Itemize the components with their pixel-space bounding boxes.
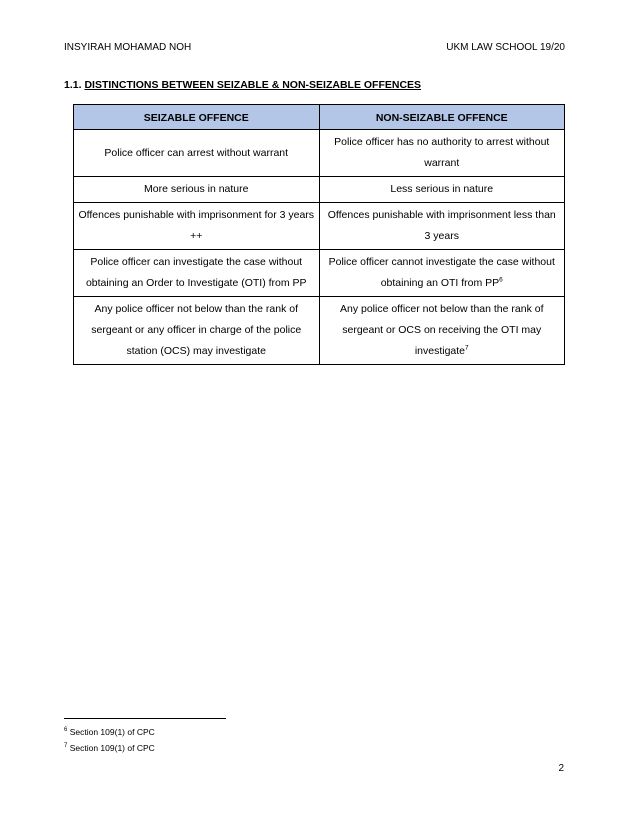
seizable-cell: Police officer can investigate the case without obtaining an Order to Investigate (OTI) from PP [74, 250, 320, 297]
table-row [74, 297, 565, 365]
seizable-cell: Offences punishable with imprisonment for 3 years ++ [74, 203, 320, 250]
non-seizable-cell: Offences punishable with imprisonment less than 3 years [319, 203, 565, 250]
footnote-ref[interactable]: 7 [465, 344, 469, 352]
table-row [74, 203, 565, 250]
comparison-table [73, 104, 565, 365]
table-row [74, 177, 565, 203]
non-seizable-cell: Any police officer not below than the rank of sergeant or OCS on receiving the OTI may investigate$^7$ [319, 297, 565, 365]
non-seizable-cell: Less serious in nature [319, 177, 565, 203]
seizable-cell: Police officer can arrest without warrant [74, 130, 320, 177]
seizable-cell: Any police officer not below than the rank of sergeant or any officer in charge of the police station (OCS) may investigate [74, 297, 320, 365]
footnote-text: Section 109(1) of CPC [69, 727, 155, 737]
footnote-text: Section 109(1) of CPC [69, 743, 155, 753]
non-seizable-cell: Police officer cannot investigate the case without obtaining an OTI from $PP^6$ [319, 250, 565, 297]
footnote [64, 743, 155, 753]
footnote-ref[interactable]: 6 [499, 276, 503, 284]
header-seizable: SEIZABLE OFFENCE [74, 105, 320, 130]
table-row [74, 130, 565, 177]
seizable-cell: More serious in nature [74, 177, 320, 203]
footnote-mark: 7 [64, 743, 68, 750]
section-title [64, 79, 421, 91]
section-heading: DISTINCTIONS BETWEEN SEIZABLE & NON-SEIZABLE OFFENCES [84, 79, 422, 91]
page-number: 2 [558, 763, 564, 774]
section-number: 1.1. [64, 79, 82, 91]
footnote-separator [64, 718, 226, 719]
non-seizable-cell: Police officer has no authority to arrest without warrant [319, 130, 565, 177]
footnote-mark: 6 [64, 727, 68, 734]
header-school: UKM LAW SCHOOL 19/20 [446, 42, 565, 53]
header-author: INSYIRAH MOHAMAD NOH [64, 42, 192, 53]
footnote [64, 727, 155, 737]
table-row [74, 250, 565, 297]
table-header-row [74, 105, 565, 130]
header-non-seizable: NON-SEIZABLE OFFENCE [319, 105, 565, 130]
